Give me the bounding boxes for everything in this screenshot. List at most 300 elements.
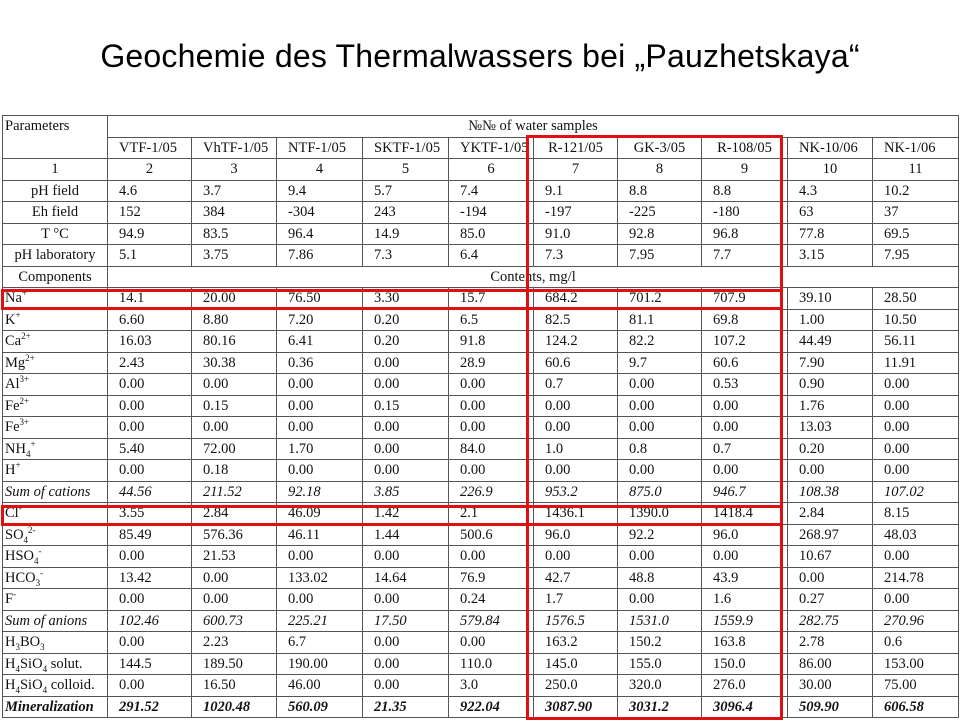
value-cell: -197 <box>534 202 618 224</box>
component-label <box>3 696 108 718</box>
table-row <box>3 632 959 654</box>
value-cell: 63 <box>788 202 873 224</box>
table-row <box>3 675 959 697</box>
value-cell: 92.18 <box>277 481 363 503</box>
component-label <box>3 567 108 589</box>
value-cell: 44.56 <box>108 481 192 503</box>
column-number: 4 <box>277 159 363 181</box>
value-cell: 1576.5 <box>534 610 618 632</box>
component-label <box>3 610 108 632</box>
value-cell: 13.42 <box>108 567 192 589</box>
value-cell: 0.00 <box>449 632 534 654</box>
table-row <box>3 481 959 503</box>
value-cell: 0.00 <box>277 546 363 568</box>
table-row <box>3 567 959 589</box>
value-cell: 16.50 <box>192 675 277 697</box>
value-cell: 0.90 <box>788 374 873 396</box>
value-cell: 39.10 <box>788 288 873 310</box>
value-cell: 0.20 <box>363 331 449 353</box>
component-suffix: solut. <box>47 655 83 672</box>
table-row <box>3 589 959 611</box>
value-cell: 0.00 <box>618 374 702 396</box>
value-cell: 124.2 <box>534 331 618 353</box>
value-cell: 560.09 <box>277 696 363 718</box>
value-cell: 82.2 <box>618 331 702 353</box>
value-cell: 11.91 <box>873 352 959 374</box>
value-cell: 1.44 <box>363 524 449 546</box>
component-name-tail: SiO <box>19 677 43 694</box>
value-cell: 86.00 <box>788 653 873 675</box>
value-cell: 606.58 <box>873 696 959 718</box>
component-name: Ca <box>5 333 22 350</box>
value-cell: 0.00 <box>108 675 192 697</box>
subscript: 3 <box>35 577 41 588</box>
value-cell: 81.1 <box>618 309 702 331</box>
value-cell: 0.00 <box>277 460 363 482</box>
value-cell: 82.5 <box>534 309 618 331</box>
value-cell: 0.00 <box>534 460 618 482</box>
value-cell: 48.8 <box>618 567 702 589</box>
value-cell: 56.11 <box>873 331 959 353</box>
value-cell: 1.6 <box>702 589 788 611</box>
value-cell: 875.0 <box>618 481 702 503</box>
value-cell: 0.00 <box>788 567 873 589</box>
value-cell: 276.0 <box>702 675 788 697</box>
value-cell: 8.15 <box>873 503 959 525</box>
sample-id-header: NTF-1/05 <box>277 137 363 159</box>
component-label <box>3 460 108 482</box>
sample-id-header: VTF-1/05 <box>108 137 192 159</box>
component-label <box>3 503 108 525</box>
component-name: Fe <box>5 397 20 414</box>
contents-label: Contents, mg/l <box>108 266 959 288</box>
value-cell: -194 <box>449 202 534 224</box>
value-cell: 7.95 <box>873 245 959 267</box>
component-name: NH <box>5 440 26 457</box>
value-cell: 701.2 <box>618 288 702 310</box>
component-label <box>3 417 108 439</box>
value-cell: 0.00 <box>618 417 702 439</box>
table-row <box>3 245 959 267</box>
value-cell: 7.3 <box>363 245 449 267</box>
component-name: Mineralization <box>5 698 94 715</box>
value-cell: -225 <box>618 202 702 224</box>
value-cell: 189.50 <box>192 653 277 675</box>
value-cell: 6.5 <box>449 309 534 331</box>
value-cell: 76.50 <box>277 288 363 310</box>
column-number: 7 <box>534 159 618 181</box>
value-cell: 0.00 <box>702 395 788 417</box>
value-cell: 5.40 <box>108 438 192 460</box>
value-cell: 96.4 <box>277 223 363 245</box>
value-cell: 7.95 <box>618 245 702 267</box>
value-cell: 579.84 <box>449 610 534 632</box>
table-row <box>3 460 959 482</box>
value-cell: 110.0 <box>449 653 534 675</box>
value-cell: 2.1 <box>449 503 534 525</box>
value-cell: 60.6 <box>702 352 788 374</box>
value-cell: 163.2 <box>534 632 618 654</box>
table-row <box>3 417 959 439</box>
value-cell: 0.00 <box>788 460 873 482</box>
superscript: 2+ <box>21 331 31 342</box>
value-cell: 96.0 <box>534 524 618 546</box>
value-cell: 43.9 <box>702 567 788 589</box>
value-cell: 0.00 <box>192 417 277 439</box>
value-cell: 0.00 <box>363 460 449 482</box>
value-cell: 92.2 <box>618 524 702 546</box>
component-label <box>3 395 108 417</box>
value-cell: 0.00 <box>363 352 449 374</box>
value-cell: 7.3 <box>534 245 618 267</box>
sample-id-header: NK-1/06 <box>873 137 959 159</box>
subscript: 4 <box>23 534 29 545</box>
value-cell: 1436.1 <box>534 503 618 525</box>
column-number: 6 <box>449 159 534 181</box>
value-cell: 0.00 <box>702 460 788 482</box>
value-cell: 0.00 <box>449 395 534 417</box>
value-cell: 3087.90 <box>534 696 618 718</box>
value-cell: 0.27 <box>788 589 873 611</box>
superscript: + <box>15 460 21 471</box>
value-cell: 7.7 <box>702 245 788 267</box>
component-label <box>3 288 108 310</box>
value-cell: 10.67 <box>788 546 873 568</box>
value-cell: 4.3 <box>788 180 873 202</box>
value-cell: 3.85 <box>363 481 449 503</box>
value-cell: 0.00 <box>618 395 702 417</box>
value-cell: 1020.48 <box>192 696 277 718</box>
subscript: 3 <box>40 642 45 653</box>
value-cell: 1390.0 <box>618 503 702 525</box>
value-cell: 133.02 <box>277 567 363 589</box>
value-cell: 96.0 <box>702 524 788 546</box>
component-label <box>3 653 108 675</box>
value-cell: 14.9 <box>363 223 449 245</box>
table-row <box>3 331 959 353</box>
value-cell: 0.00 <box>534 395 618 417</box>
value-cell: 0.00 <box>873 395 959 417</box>
value-cell: 92.8 <box>618 223 702 245</box>
value-cell: 0.6 <box>873 632 959 654</box>
value-cell: 42.7 <box>534 567 618 589</box>
value-cell: 85.0 <box>449 223 534 245</box>
parameters-header: Parameters <box>3 116 108 159</box>
table-row <box>3 503 959 525</box>
value-cell: 0.00 <box>363 632 449 654</box>
value-cell: 0.00 <box>108 374 192 396</box>
component-suffix: colloid. <box>47 677 95 694</box>
value-cell: 0.00 <box>873 374 959 396</box>
value-cell: 144.5 <box>108 653 192 675</box>
value-cell: 0.00 <box>618 546 702 568</box>
value-cell: 8.8 <box>618 180 702 202</box>
value-cell: 0.00 <box>108 460 192 482</box>
value-cell: 0.36 <box>277 352 363 374</box>
superscript: + <box>15 309 21 320</box>
value-cell: 150.0 <box>702 653 788 675</box>
value-cell: 0.20 <box>788 438 873 460</box>
value-cell: 96.8 <box>702 223 788 245</box>
value-cell: 0.00 <box>534 546 618 568</box>
value-cell: 190.00 <box>277 653 363 675</box>
value-cell: 0.00 <box>449 417 534 439</box>
value-cell: 1.70 <box>277 438 363 460</box>
value-cell: 225.21 <box>277 610 363 632</box>
value-cell: 0.00 <box>618 460 702 482</box>
value-cell: 28.50 <box>873 288 959 310</box>
component-label <box>3 589 108 611</box>
subscript: 4 <box>25 448 31 459</box>
value-cell: 2.78 <box>788 632 873 654</box>
superscript: 2+ <box>25 352 35 363</box>
value-cell: 0.00 <box>108 589 192 611</box>
component-name-tail: BO <box>19 634 41 651</box>
value-cell: 1.00 <box>788 309 873 331</box>
samples-header: №№ of water samples <box>108 116 959 138</box>
sample-id-header: R-121/05 <box>534 137 618 159</box>
value-cell: 2.43 <box>108 352 192 374</box>
value-cell: 1.76 <box>788 395 873 417</box>
value-cell: 46.00 <box>277 675 363 697</box>
value-cell: 0.00 <box>277 374 363 396</box>
column-number: 11 <box>873 159 959 181</box>
value-cell: 3.7 <box>192 180 277 202</box>
value-cell: 0.15 <box>192 395 277 417</box>
value-cell: 0.00 <box>277 589 363 611</box>
component-label <box>3 352 108 374</box>
value-cell: 2.23 <box>192 632 277 654</box>
component-name: H <box>5 634 16 651</box>
value-cell: 2.84 <box>788 503 873 525</box>
value-cell: 0.00 <box>702 546 788 568</box>
value-cell: 0.00 <box>363 546 449 568</box>
sample-id-header: YKTF-1/05 <box>449 137 534 159</box>
component-label <box>3 438 108 460</box>
table-row <box>3 374 959 396</box>
value-cell: 10.50 <box>873 309 959 331</box>
value-cell: 6.7 <box>277 632 363 654</box>
value-cell: 44.49 <box>788 331 873 353</box>
value-cell: 77.8 <box>788 223 873 245</box>
value-cell: 270.96 <box>873 610 959 632</box>
component-name: Fe <box>5 419 20 436</box>
component-name: H <box>5 462 16 479</box>
value-cell: 0.24 <box>449 589 534 611</box>
table-row <box>3 202 959 224</box>
subscript: 4 <box>34 556 39 567</box>
value-cell: 1418.4 <box>702 503 788 525</box>
value-cell: 108.38 <box>788 481 873 503</box>
value-cell: 0.00 <box>363 374 449 396</box>
superscript: - <box>18 503 22 514</box>
value-cell: 8.80 <box>192 309 277 331</box>
value-cell: 16.03 <box>108 331 192 353</box>
component-label <box>3 632 108 654</box>
table-row <box>3 653 959 675</box>
value-cell: 0.00 <box>108 546 192 568</box>
value-cell: 0.53 <box>702 374 788 396</box>
value-cell: 21.35 <box>363 696 449 718</box>
component-label <box>3 524 108 546</box>
value-cell: 3031.2 <box>618 696 702 718</box>
value-cell: 3.0 <box>449 675 534 697</box>
sample-id-header: R-108/05 <box>702 137 788 159</box>
value-cell: 0.20 <box>363 309 449 331</box>
value-cell: 84.0 <box>449 438 534 460</box>
value-cell: 0.00 <box>873 417 959 439</box>
sample-id-row <box>3 137 959 159</box>
value-cell: 150.2 <box>618 632 702 654</box>
table-row <box>3 352 959 374</box>
value-cell: 163.8 <box>702 632 788 654</box>
component-label <box>3 309 108 331</box>
value-cell: 15.7 <box>449 288 534 310</box>
value-cell: 0.7 <box>534 374 618 396</box>
superscript: 3+ <box>19 374 30 385</box>
value-cell: 3.75 <box>192 245 277 267</box>
value-cell: 76.9 <box>449 567 534 589</box>
value-cell: 707.9 <box>702 288 788 310</box>
superscript: 2- <box>28 524 36 535</box>
component-name: HSO <box>5 548 35 565</box>
subscript: 4 <box>15 685 20 696</box>
value-cell: 500.6 <box>449 524 534 546</box>
value-cell: 0.00 <box>108 417 192 439</box>
superscript: 2+ <box>19 395 30 406</box>
value-cell: 85.49 <box>108 524 192 546</box>
value-cell: 17.50 <box>363 610 449 632</box>
table-row <box>3 180 959 202</box>
value-cell: 7.4 <box>449 180 534 202</box>
value-cell: 28.9 <box>449 352 534 374</box>
column-number: 1 <box>3 159 108 181</box>
value-cell: 0.00 <box>363 417 449 439</box>
table-row <box>3 610 959 632</box>
superscript: + <box>30 438 36 449</box>
subscript: 4 <box>42 685 48 696</box>
component-label <box>3 374 108 396</box>
value-cell: 0.00 <box>277 395 363 417</box>
value-cell: 152 <box>108 202 192 224</box>
column-number: 9 <box>702 159 788 181</box>
column-number: 10 <box>788 159 873 181</box>
component-label <box>3 675 108 697</box>
value-cell: 80.16 <box>192 331 277 353</box>
value-cell: 214.78 <box>873 567 959 589</box>
value-cell: 0.00 <box>873 589 959 611</box>
table-row <box>3 223 959 245</box>
table-row <box>3 546 959 568</box>
value-cell: 6.4 <box>449 245 534 267</box>
value-cell: 684.2 <box>534 288 618 310</box>
value-cell: 282.75 <box>788 610 873 632</box>
value-cell: 0.00 <box>873 460 959 482</box>
component-name: SO <box>5 526 24 543</box>
value-cell: 1.7 <box>534 589 618 611</box>
value-cell: 1559.9 <box>702 610 788 632</box>
subscript: 4 <box>15 663 20 674</box>
value-cell: 4.6 <box>108 180 192 202</box>
superscript: - <box>38 546 42 557</box>
value-cell: 37 <box>873 202 959 224</box>
value-cell: 0.00 <box>363 438 449 460</box>
value-cell: 0.00 <box>534 417 618 439</box>
value-cell: 509.90 <box>788 696 873 718</box>
value-cell: 226.9 <box>449 481 534 503</box>
superscript: - <box>13 589 17 600</box>
value-cell: 83.5 <box>192 223 277 245</box>
component-name: Cl <box>5 505 19 522</box>
value-cell: 384 <box>192 202 277 224</box>
value-cell: 0.00 <box>192 589 277 611</box>
component-label <box>3 546 108 568</box>
component-name: H <box>5 677 16 694</box>
value-cell: 9.4 <box>277 180 363 202</box>
table-row <box>3 395 959 417</box>
value-cell: 9.7 <box>618 352 702 374</box>
superscript: 3+ <box>19 417 30 428</box>
value-cell: 14.1 <box>108 288 192 310</box>
value-cell: 3.30 <box>363 288 449 310</box>
value-cell: 0.00 <box>277 417 363 439</box>
value-cell: 8.8 <box>702 180 788 202</box>
value-cell: 0.00 <box>108 632 192 654</box>
value-cell: 3096.4 <box>702 696 788 718</box>
value-cell: 14.64 <box>363 567 449 589</box>
value-cell: 0.8 <box>618 438 702 460</box>
component-name-tail: SiO <box>19 655 43 672</box>
value-cell: 0.00 <box>449 546 534 568</box>
value-cell: 0.00 <box>702 417 788 439</box>
value-cell: 153.00 <box>873 653 959 675</box>
value-cell: 91.8 <box>449 331 534 353</box>
value-cell: 0.00 <box>108 395 192 417</box>
component-name: H <box>5 655 16 672</box>
value-cell: 0.00 <box>873 438 959 460</box>
sample-id-header: NK-10/06 <box>788 137 873 159</box>
sample-id-header: VhTF-1/05 <box>192 137 277 159</box>
value-cell: 250.0 <box>534 675 618 697</box>
value-cell: 0.00 <box>873 546 959 568</box>
value-cell: 72.00 <box>192 438 277 460</box>
component-label <box>3 331 108 353</box>
value-cell: 102.46 <box>108 610 192 632</box>
value-cell: 0.00 <box>363 675 449 697</box>
value-cell: 291.52 <box>108 696 192 718</box>
value-cell: 69.5 <box>873 223 959 245</box>
value-cell: 20.00 <box>192 288 277 310</box>
parameter-label: T °C <box>3 223 108 245</box>
value-cell: 243 <box>363 202 449 224</box>
value-cell: 946.7 <box>702 481 788 503</box>
parameter-label: pH laboratory <box>3 245 108 267</box>
value-cell: 60.6 <box>534 352 618 374</box>
value-cell: 9.1 <box>534 180 618 202</box>
component-name: Na <box>5 290 22 307</box>
value-cell: 0.00 <box>449 374 534 396</box>
value-cell: -180 <box>702 202 788 224</box>
value-cell: 576.36 <box>192 524 277 546</box>
value-cell: 1.42 <box>363 503 449 525</box>
value-cell: 922.04 <box>449 696 534 718</box>
value-cell: 145.0 <box>534 653 618 675</box>
value-cell: 7.90 <box>788 352 873 374</box>
value-cell: 30.38 <box>192 352 277 374</box>
components-row <box>3 266 959 288</box>
value-cell: 0.00 <box>192 567 277 589</box>
component-name: Mg <box>5 354 26 371</box>
